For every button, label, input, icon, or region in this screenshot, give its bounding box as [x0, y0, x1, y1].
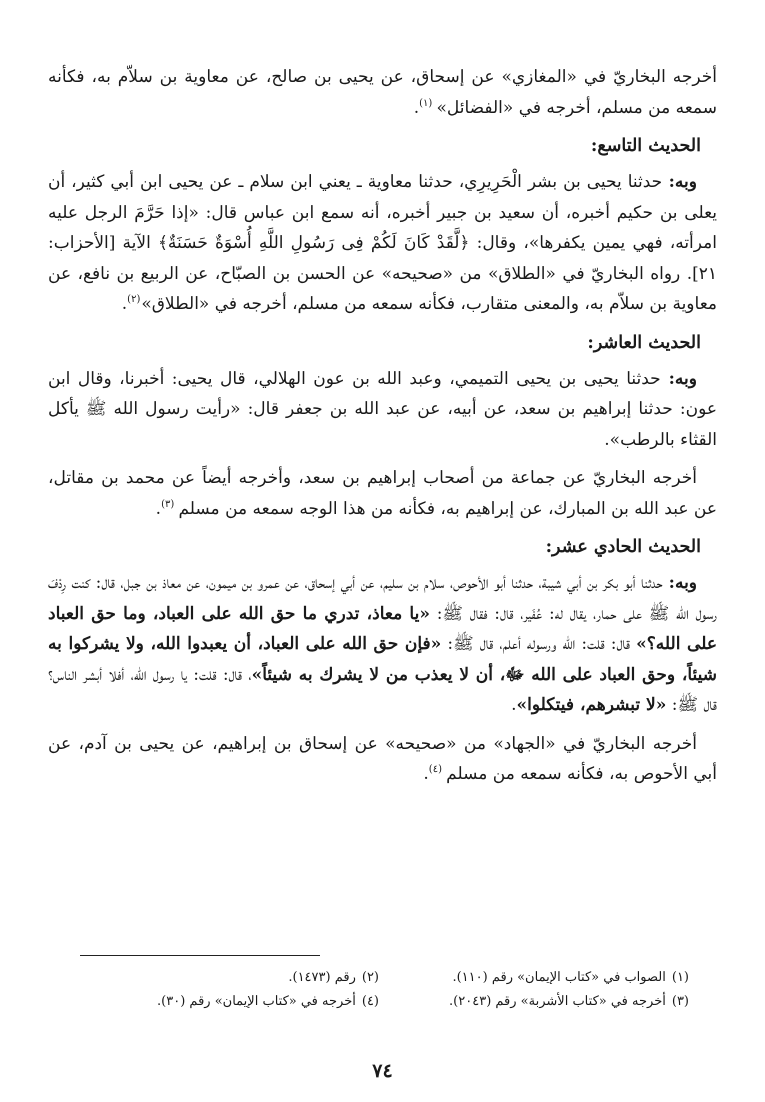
- paragraph: [48, 463, 717, 524]
- bold-text: «فإن حق الله على العباد، أن يعبدوا الله، ولا يشركوا به شيئاً، وحق العباد على الله ﷻ، أن لا يعذب من لا يشرك به شيئاً»: [48, 634, 717, 685]
- footnote-number: (٤): [361, 994, 379, 1009]
- footnote-marker: (٣): [161, 498, 178, 510]
- text-run: .: [121, 294, 128, 314]
- bold-text: وبه:: [662, 573, 698, 593]
- main-text: [48, 62, 717, 790]
- paragraph: [48, 568, 717, 721]
- section-heading: الحديث التاسع:: [590, 136, 701, 156]
- section-heading: الحديث العاشر:: [587, 332, 701, 353]
- text-run: قال: قلت: الله ورسوله أعلم، قال ﷺ:: [441, 634, 637, 654]
- bold-text: وبه:: [662, 172, 697, 192]
- footnote-divider: [80, 955, 320, 956]
- text-run: .: [155, 498, 162, 519]
- page-number: ٧٤: [372, 1060, 393, 1082]
- text-run: حدثنا أبو بكر بن أبي شيبة، حدثنا أبو الأحوص، سلام بن سليم، عن أبي إسحاق، عن عمرو بن ميمون، عن معاذ بن جبل، قال: كنت رِدْفَ رسول الله ﷺ على حمار، يقال له: عُفَير، قال: فقال ﷺ:: [48, 573, 717, 624]
- footnote-row: [60, 966, 689, 990]
- bold-text: «لا تبشرهم، فيتكلوا»: [516, 695, 667, 715]
- footnote-text: أخرجه في «كتاب الإيمان» رقم (٣٠).: [157, 994, 356, 1009]
- footnote: [379, 966, 689, 990]
- text-run: أخرجه البخاريّ في «الجهاد» من «صحيحه» عن إسحاق بن إبراهيم، عن يحيى بن آدم، عن أبي الأحوص به، فكأنه سمعه من مسلم: [48, 733, 717, 784]
- footnotes: [60, 966, 689, 1014]
- text-run: .: [413, 97, 420, 118]
- footnote: [379, 990, 689, 1014]
- text-run: .: [423, 764, 429, 784]
- footnote-text: رقم (١٤٧٣).: [288, 970, 356, 985]
- footnote-marker: (٢): [127, 294, 141, 306]
- footnote-row: [60, 990, 689, 1014]
- paragraph: [48, 364, 717, 456]
- footnote-marker: (١): [419, 97, 436, 109]
- paragraph: [48, 729, 717, 790]
- text-run: أخرجه البخاريّ في «المغازي» عن إسحاق، عن يحيى بن صالح، عن معاوية بن سلاّم به، فكأنه سمعه من مسلم، أخرجه في «الفضائل»: [48, 67, 717, 118]
- text-run: ، قال: قلت: يا رسول الله، أفلا أبشر الناس؟ قال ﷺ:: [48, 664, 717, 715]
- section-heading: الحديث الحادي عشر:: [545, 537, 701, 557]
- footnote-text: الصواب في «كتاب الإيمان» رقم (١١٠).: [452, 970, 666, 985]
- footnote-text: أخرجه في «كتاب الأشربة» رقم (٢٠٤٣).: [449, 994, 666, 1009]
- text-run: حدثنا يحيى بن بشر الْحَرِيرِي، حدثنا معاوية ـ يعني ابن سلام ـ عن يحيى ابن أبي كثير، أن يعلى بن حكيم أخبره، أن سعيد بن جبير أخبره، أنه سمع ابن عباس قال: «إذا حَرَّمَ الرجل عليه امرأته، فهي يمين يكفرها»، وقال: ﴿لَّقَدْ كَانَ لَكُمْ فِى رَسُولِ اللَّهِ أُسْوَةٌ حَسَنَةٌ﴾ الآية [الأحزاب: ٢١]. رواه البخاريّ في «الطلاق» من «صحيحه» عن الحسن بن الصبّاح، عن الربيع بن نافع، عن معاوية بن سلاّم به، والمعنى متقارب، فكأنه سمعه من مسلم، أخرجه في «الطلاق»: [48, 172, 717, 314]
- footnote: [69, 966, 379, 990]
- footnote-number: (٢): [361, 970, 379, 985]
- footnote-number: (١): [671, 970, 689, 985]
- text-run: حدثنا يحيى بن يحيى التميمي، وعبد الله بن عون الهلالي، قال يحيى: أخبرنا، وقال ابن عون: حدثنا إبراهيم بن سعد، عن أبيه، عن عبد الله بن جعفر قال: «رأيت رسول الله ﷺ يأكل القثاء بالرطب».: [48, 368, 717, 450]
- text-run: أخرجه البخاريّ عن جماعة من أصحاب إبراهيم بن سعد، وأخرجه أيضاً عن محمد بن مقاتل، عن عبد الله بن المبارك، عن إبراهيم به، فكأنه من هذا الوجه سمعه من مسلم: [48, 468, 717, 519]
- paragraph: [48, 62, 717, 123]
- text-run: .: [511, 695, 517, 715]
- footnote-number: (٣): [671, 994, 689, 1009]
- footnote: [69, 990, 379, 1014]
- footnote-marker: (٤): [428, 764, 446, 776]
- bold-text: وبه:: [660, 368, 697, 389]
- bold-text: «يا معاذ، تدري ما حق الله على العباد، وما حق العباد على الله؟»: [48, 603, 717, 654]
- paragraph: [48, 167, 717, 320]
